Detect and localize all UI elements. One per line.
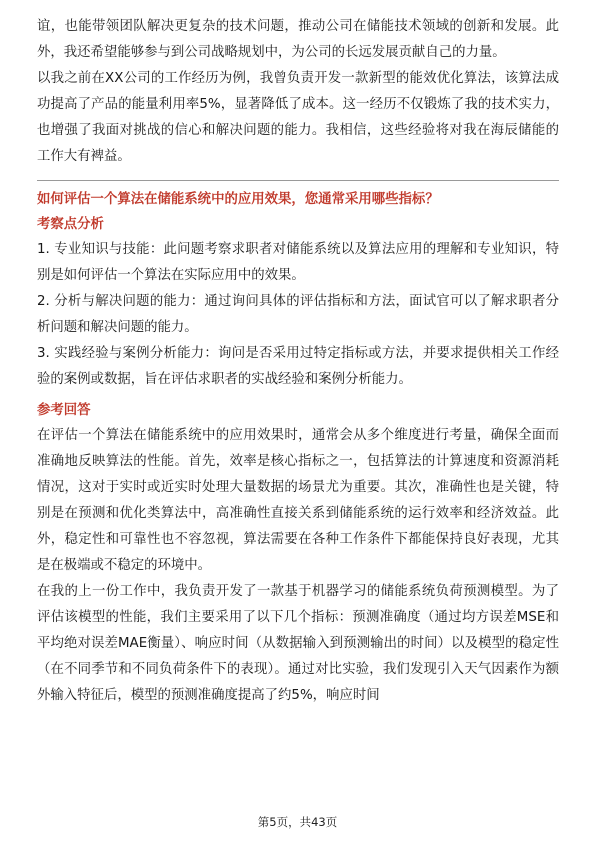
answer-title: 参考回答 <box>37 403 91 418</box>
question-heading: 如何评估一个算法在储能系统中的应用效果，您通常采用哪些指标？ <box>37 192 439 207</box>
intro-paragraph-1: 谊，也能带领团队解决更复杂的技术问题，推动公司在储能技术领域的创新和发展。此外，我还希望能够参与到公司战略规划中，为公司的长远发展贡献自己的力量。 <box>37 19 559 60</box>
analysis-title: 考察点分析 <box>37 217 104 232</box>
analysis-item-3: 3. 实践经验与案例分析能力：询问是否采用过特定指标或方法，并要求提供相关工作经验的案例或数据，旨在评估求职者的实战经验和案例分析能力。 <box>37 346 559 387</box>
analysis-item-1: 1. 专业知识与技能：此问题考察求职者对储能系统以及算法应用的理解和专业知识，特别是如何评估一个算法在实际应用中的效果。 <box>37 242 559 283</box>
page-number: 第5页，共43页 <box>257 815 338 829</box>
analysis-item-2: 2. 分析与解决问题的能力：通过询问具体的评估指标和方法，面试官可以了解求职者分析问题和解决问题的能力。 <box>37 294 559 335</box>
answer-paragraph-1: 在评估一个算法在储能系统中的应用效果时，通常会从多个维度进行考量，确保全面而准确地反映算法的性能。首先，效率是核心指标之一，包括算法的计算速度和资源消耗情况，这对于实时或近实时处理大量数据的场景尤为重要。其次，准确性也是关键，特别是在预测和优化类算法中，高准确性直接关系到储能系统的运行效率和经济效益。此外，稳定性和可靠性也不容忽视，算法需要在各种工作条件下都能保持良好表现，尤其是在极端或不稳定的环境中。 <box>37 428 559 573</box>
answer-paragraph-2: 在我的上一份工作中，我负责开发了一款基于机器学习的储能系统负荷预测模型。为了评估该模型的性能，我们主要采用了以下几个指标：预测准确度（通过均方误差MSE和平均绝对误差MAE衡量）、响应时间（从数据输入到预测输出的时间）以及模型的稳定性（在不同季节和不同负荷条件下的表现）。通过对比实验，我们发现引入天气因素作为额外输入特征后，模型的预测准确度提高了约5%，响应时间 <box>37 584 559 703</box>
document-page <box>37 14 559 709</box>
intro-paragraph-2: 以我之前在XX公司的工作经历为例，我曾负责开发一款新型的能效优化算法，该算法成功提高了产品的能量利用率5%，显著降低了成本。这一经历不仅锻炼了我的技术实力，也增强了我面对挑战的信心和解决问题的能力。我相信，这些经验将对我在海辰储能的工作大有裨益。 <box>37 71 559 164</box>
section-divider <box>37 180 559 181</box>
